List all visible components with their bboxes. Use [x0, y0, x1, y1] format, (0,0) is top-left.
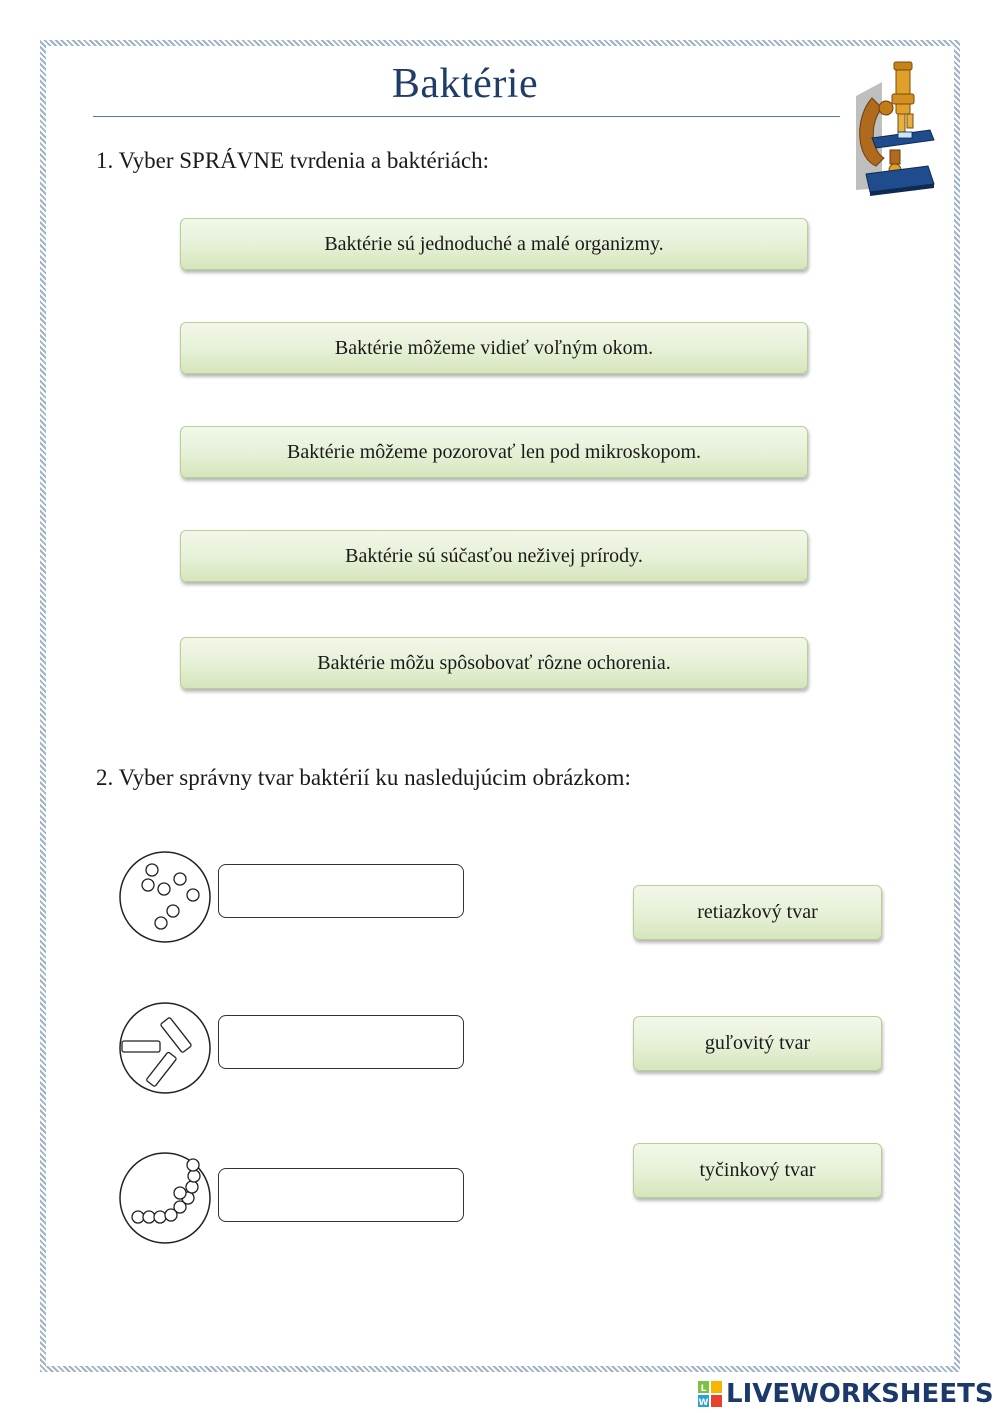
- shape-option-round[interactable]: guľovitý tvar: [633, 1016, 882, 1071]
- page-title: Baktérie: [391, 61, 539, 107]
- microscope-icon: [842, 58, 942, 198]
- logo-mark-letter-l: L: [700, 1384, 707, 1394]
- statement-option-5[interactable]: Baktérie môžu spôsobovať rôzne ochorenia.: [180, 637, 808, 689]
- shape-option-rod[interactable]: tyčinkový tvar: [633, 1143, 882, 1198]
- logo-text: LIVEWORKSHEETS: [726, 1379, 994, 1409]
- logo-mark-letter-w: W: [698, 1398, 709, 1407]
- answer-box-1[interactable]: [218, 864, 464, 918]
- liveworksheets-mark-icon: [698, 1381, 722, 1407]
- title-underline: [93, 116, 840, 117]
- shape-option-chain[interactable]: retiazkový tvar: [633, 885, 882, 940]
- statement-option-1[interactable]: Baktérie sú jednoduché a malé organizmy.: [180, 218, 808, 270]
- answer-box-3[interactable]: [218, 1168, 464, 1222]
- round-bacteria-image: [118, 850, 212, 944]
- rod-bacteria-image: [118, 1001, 212, 1095]
- answer-box-2[interactable]: [218, 1015, 464, 1069]
- question-1-prompt: 1. Vyber SPRÁVNE tvrdenia a baktériách:: [96, 148, 490, 173]
- chain-bacteria-image: [118, 1151, 212, 1245]
- question-2-prompt: 2. Vyber správny tvar baktérií ku nasledujúcim obrázkom:: [96, 765, 631, 790]
- statement-option-3[interactable]: Baktérie môžeme pozorovať len pod mikroskopom.: [180, 426, 808, 478]
- statement-option-2[interactable]: Baktérie môžeme vidieť voľným okom.: [180, 322, 808, 374]
- statement-option-4[interactable]: Baktérie sú súčasťou neživej prírody.: [180, 530, 808, 582]
- liveworksheets-logo: [698, 1378, 994, 1410]
